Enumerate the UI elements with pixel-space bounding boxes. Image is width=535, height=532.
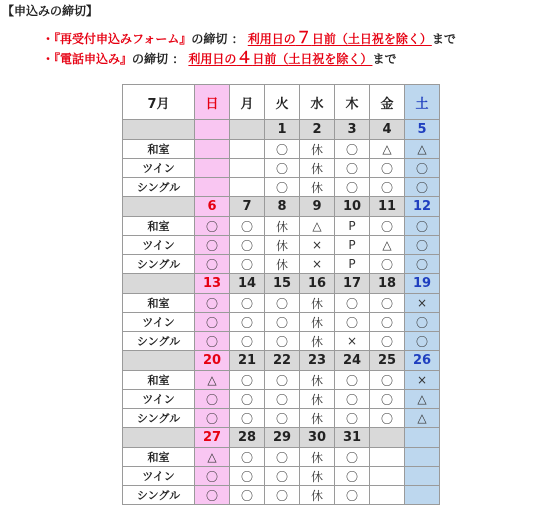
- availability-cell: 〇: [265, 486, 300, 505]
- availability-cell: 〇: [335, 390, 370, 409]
- calendar-header-row: [123, 85, 440, 120]
- availability-cell: 〇: [265, 140, 300, 159]
- availability-cell: 休: [300, 486, 335, 505]
- availability-cell: 〇: [370, 217, 405, 236]
- date-cell: 27: [195, 428, 230, 448]
- weekday-wed: 水: [300, 85, 335, 120]
- availability-cell: [195, 159, 230, 178]
- availability-cell: 〇: [265, 390, 300, 409]
- availability-cell: 〇: [230, 294, 265, 313]
- availability-cell: [370, 467, 405, 486]
- date-cell: 1: [265, 120, 300, 140]
- availability-cell: 〇: [230, 236, 265, 255]
- availability-cell: P: [335, 236, 370, 255]
- room-type-label: 和室: [123, 448, 195, 467]
- date-row-spacer: [123, 274, 195, 294]
- date-cell: 16: [300, 274, 335, 294]
- date-cell: 2: [300, 120, 335, 140]
- availability-cell: 〇: [230, 371, 265, 390]
- availability-cell: 〇: [335, 486, 370, 505]
- deadline-days: ７: [295, 28, 312, 47]
- date-cell: [195, 120, 230, 140]
- month-label: 7月: [123, 85, 195, 120]
- weekday-sat: 土: [405, 85, 440, 120]
- availability-cell: 休: [300, 140, 335, 159]
- availability-cell: 〇: [405, 159, 440, 178]
- availability-cell: 〇: [405, 178, 440, 197]
- date-cell: 28: [230, 428, 265, 448]
- availability-cell: 〇: [370, 255, 405, 274]
- weekday-thu: 木: [335, 85, 370, 120]
- room-row: [123, 486, 440, 505]
- availability-cell: 〇: [405, 255, 440, 274]
- week-date-row: [123, 197, 440, 217]
- availability-cell: 〇: [230, 390, 265, 409]
- availability-cell: [370, 486, 405, 505]
- room-row: [123, 178, 440, 197]
- availability-cell: 〇: [195, 236, 230, 255]
- room-type-label: シングル: [123, 409, 195, 428]
- date-cell: 22: [265, 351, 300, 371]
- availability-cell: 〇: [265, 313, 300, 332]
- date-cell: 17: [335, 274, 370, 294]
- phone-name: ・『電話申込み』: [42, 52, 133, 66]
- date-row-spacer: [123, 197, 195, 217]
- deadline-pre: 利用日の: [188, 52, 237, 66]
- availability-cell: ×: [405, 371, 440, 390]
- availability-cell: 〇: [230, 332, 265, 351]
- page-title: 【申込みの締切】: [2, 4, 99, 18]
- availability-cell: 〇: [335, 448, 370, 467]
- room-row: [123, 390, 440, 409]
- date-cell: 3: [335, 120, 370, 140]
- room-type-label: シングル: [123, 178, 195, 197]
- deadline-label: の締切 ：: [132, 52, 185, 66]
- room-type-label: シングル: [123, 332, 195, 351]
- availability-cell: 休: [300, 313, 335, 332]
- date-cell: 5: [405, 120, 440, 140]
- room-row: [123, 159, 440, 178]
- deadline-days: ４: [236, 48, 253, 67]
- availability-cell: 〇: [230, 467, 265, 486]
- room-row: [123, 371, 440, 390]
- date-cell: 9: [300, 197, 335, 217]
- availability-cell: 休: [265, 236, 300, 255]
- availability-cell: 休: [300, 390, 335, 409]
- room-row: [123, 467, 440, 486]
- date-cell: 14: [230, 274, 265, 294]
- weekday-fri: 金: [370, 85, 405, 120]
- availability-cell: 休: [265, 217, 300, 236]
- room-row: [123, 217, 440, 236]
- availability-cell: △: [370, 236, 405, 255]
- availability-cell: 〇: [230, 409, 265, 428]
- date-cell: 6: [195, 197, 230, 217]
- room-row: [123, 140, 440, 159]
- availability-cell: 〇: [230, 255, 265, 274]
- room-row: [123, 448, 440, 467]
- availability-cell: 〇: [335, 313, 370, 332]
- room-type-label: ツイン: [123, 390, 195, 409]
- room-type-label: ツイン: [123, 467, 195, 486]
- availability-cell: [195, 140, 230, 159]
- availability-cell: 〇: [195, 409, 230, 428]
- availability-cell: 〇: [265, 371, 300, 390]
- date-cell: 29: [265, 428, 300, 448]
- availability-cell: P: [335, 255, 370, 274]
- room-type-label: 和室: [123, 294, 195, 313]
- date-cell: 4: [370, 120, 405, 140]
- availability-cell: 〇: [265, 448, 300, 467]
- availability-cell: 〇: [265, 178, 300, 197]
- availability-cell: [230, 178, 265, 197]
- week-date-row: [123, 351, 440, 371]
- availability-cell: △: [405, 409, 440, 428]
- availability-cell: 〇: [265, 332, 300, 351]
- date-cell: 25: [370, 351, 405, 371]
- availability-cell: 〇: [195, 294, 230, 313]
- date-cell: 30: [300, 428, 335, 448]
- availability-cell: 〇: [370, 313, 405, 332]
- availability-cell: 休: [300, 178, 335, 197]
- availability-cell: 休: [300, 409, 335, 428]
- availability-cell: 〇: [370, 294, 405, 313]
- room-type-label: シングル: [123, 486, 195, 505]
- availability-cell: 〇: [405, 313, 440, 332]
- date-cell: 11: [370, 197, 405, 217]
- availability-cell: 〇: [335, 467, 370, 486]
- date-cell: 20: [195, 351, 230, 371]
- availability-cell: ×: [300, 255, 335, 274]
- deadline-post: 日前（土日祝を除く）: [311, 32, 432, 46]
- weekday-tue: 火: [265, 85, 300, 120]
- availability-cell: △: [195, 371, 230, 390]
- deadline-tail: まで: [431, 32, 456, 46]
- availability-cell: 〇: [370, 371, 405, 390]
- date-cell: 31: [335, 428, 370, 448]
- availability-cell: [230, 159, 265, 178]
- room-type-label: 和室: [123, 217, 195, 236]
- availability-cell: 休: [300, 159, 335, 178]
- availability-cell: P: [335, 217, 370, 236]
- availability-cell: 〇: [335, 178, 370, 197]
- availability-cell: ×: [300, 236, 335, 255]
- availability-cell: 〇: [230, 217, 265, 236]
- availability-cell: 〇: [265, 467, 300, 486]
- availability-cell: 休: [300, 467, 335, 486]
- room-row: [123, 255, 440, 274]
- weekday-sun: 日: [195, 85, 230, 120]
- deadline-rule: [247, 28, 432, 47]
- availability-cell: 〇: [265, 294, 300, 313]
- date-cell: 21: [230, 351, 265, 371]
- availability-cell: [405, 486, 440, 505]
- date-cell: 12: [405, 197, 440, 217]
- availability-cell: 〇: [195, 486, 230, 505]
- availability-cell: [405, 467, 440, 486]
- date-cell: 26: [405, 351, 440, 371]
- availability-cell: 〇: [370, 178, 405, 197]
- week-date-row: [123, 274, 440, 294]
- room-row: [123, 294, 440, 313]
- date-cell: [405, 428, 440, 448]
- room-row: [123, 332, 440, 351]
- availability-cell: 〇: [405, 217, 440, 236]
- date-cell: 10: [335, 197, 370, 217]
- availability-cell: 〇: [230, 486, 265, 505]
- availability-cell: [195, 178, 230, 197]
- deadline-label: の締切 ：: [191, 32, 244, 46]
- availability-cell: △: [195, 448, 230, 467]
- date-cell: 19: [405, 274, 440, 294]
- availability-cell: 休: [300, 371, 335, 390]
- availability-cell: 〇: [370, 159, 405, 178]
- room-row: [123, 236, 440, 255]
- availability-cell: 〇: [335, 409, 370, 428]
- availability-cell: 休: [265, 255, 300, 274]
- availability-cell: [230, 140, 265, 159]
- date-cell: 24: [335, 351, 370, 371]
- room-type-label: ツイン: [123, 159, 195, 178]
- availability-cell: 〇: [195, 390, 230, 409]
- room-type-label: ツイン: [123, 313, 195, 332]
- date-row-spacer: [123, 351, 195, 371]
- availability-cell: [370, 448, 405, 467]
- availability-cell: 〇: [335, 294, 370, 313]
- availability-cell: 〇: [195, 332, 230, 351]
- room-row: [123, 313, 440, 332]
- availability-cell: 〇: [370, 332, 405, 351]
- deadline-post: 日前（土日祝を除く）: [252, 52, 373, 66]
- availability-cell: 〇: [195, 217, 230, 236]
- availability-cell: 〇: [405, 332, 440, 351]
- form-name: ・『再受付申込みフォーム』: [42, 32, 192, 46]
- room-type-label: 和室: [123, 371, 195, 390]
- availability-cell: 〇: [335, 140, 370, 159]
- date-cell: 23: [300, 351, 335, 371]
- availability-cell: 〇: [370, 409, 405, 428]
- availability-cell: 〇: [265, 159, 300, 178]
- calendar-body: [123, 85, 440, 505]
- availability-calendar: [122, 84, 440, 505]
- availability-cell: 休: [300, 332, 335, 351]
- deadline-pre: 利用日の: [247, 32, 296, 46]
- availability-cell: 〇: [230, 313, 265, 332]
- availability-cell: △: [370, 140, 405, 159]
- room-type-label: 和室: [123, 140, 195, 159]
- availability-cell: 〇: [335, 371, 370, 390]
- availability-cell: 休: [300, 448, 335, 467]
- availability-cell: △: [405, 140, 440, 159]
- weekday-mon: 月: [230, 85, 265, 120]
- date-cell: [230, 120, 265, 140]
- room-type-label: シングル: [123, 255, 195, 274]
- availability-cell: △: [405, 390, 440, 409]
- date-row-spacer: [123, 428, 195, 448]
- availability-cell: 〇: [335, 159, 370, 178]
- week-date-row: [123, 428, 440, 448]
- availability-cell: △: [300, 217, 335, 236]
- availability-cell: [405, 448, 440, 467]
- availability-cell: 〇: [195, 313, 230, 332]
- room-type-label: ツイン: [123, 236, 195, 255]
- availability-cell: 〇: [405, 236, 440, 255]
- deadline-rule: [188, 48, 373, 67]
- availability-cell: 〇: [230, 448, 265, 467]
- date-cell: 7: [230, 197, 265, 217]
- deadline-tail: まで: [372, 52, 397, 66]
- availability-cell: 〇: [195, 255, 230, 274]
- date-row-spacer: [123, 120, 195, 140]
- date-cell: 8: [265, 197, 300, 217]
- availability-cell: 〇: [370, 390, 405, 409]
- date-cell: 13: [195, 274, 230, 294]
- date-cell: 18: [370, 274, 405, 294]
- availability-cell: ×: [335, 332, 370, 351]
- availability-cell: 〇: [195, 467, 230, 486]
- room-row: [123, 409, 440, 428]
- deadline-phone-line: [42, 45, 396, 68]
- date-cell: 15: [265, 274, 300, 294]
- availability-cell: ×: [405, 294, 440, 313]
- date-cell: [370, 428, 405, 448]
- week-date-row: [123, 120, 440, 140]
- availability-cell: 休: [300, 294, 335, 313]
- availability-cell: 〇: [265, 409, 300, 428]
